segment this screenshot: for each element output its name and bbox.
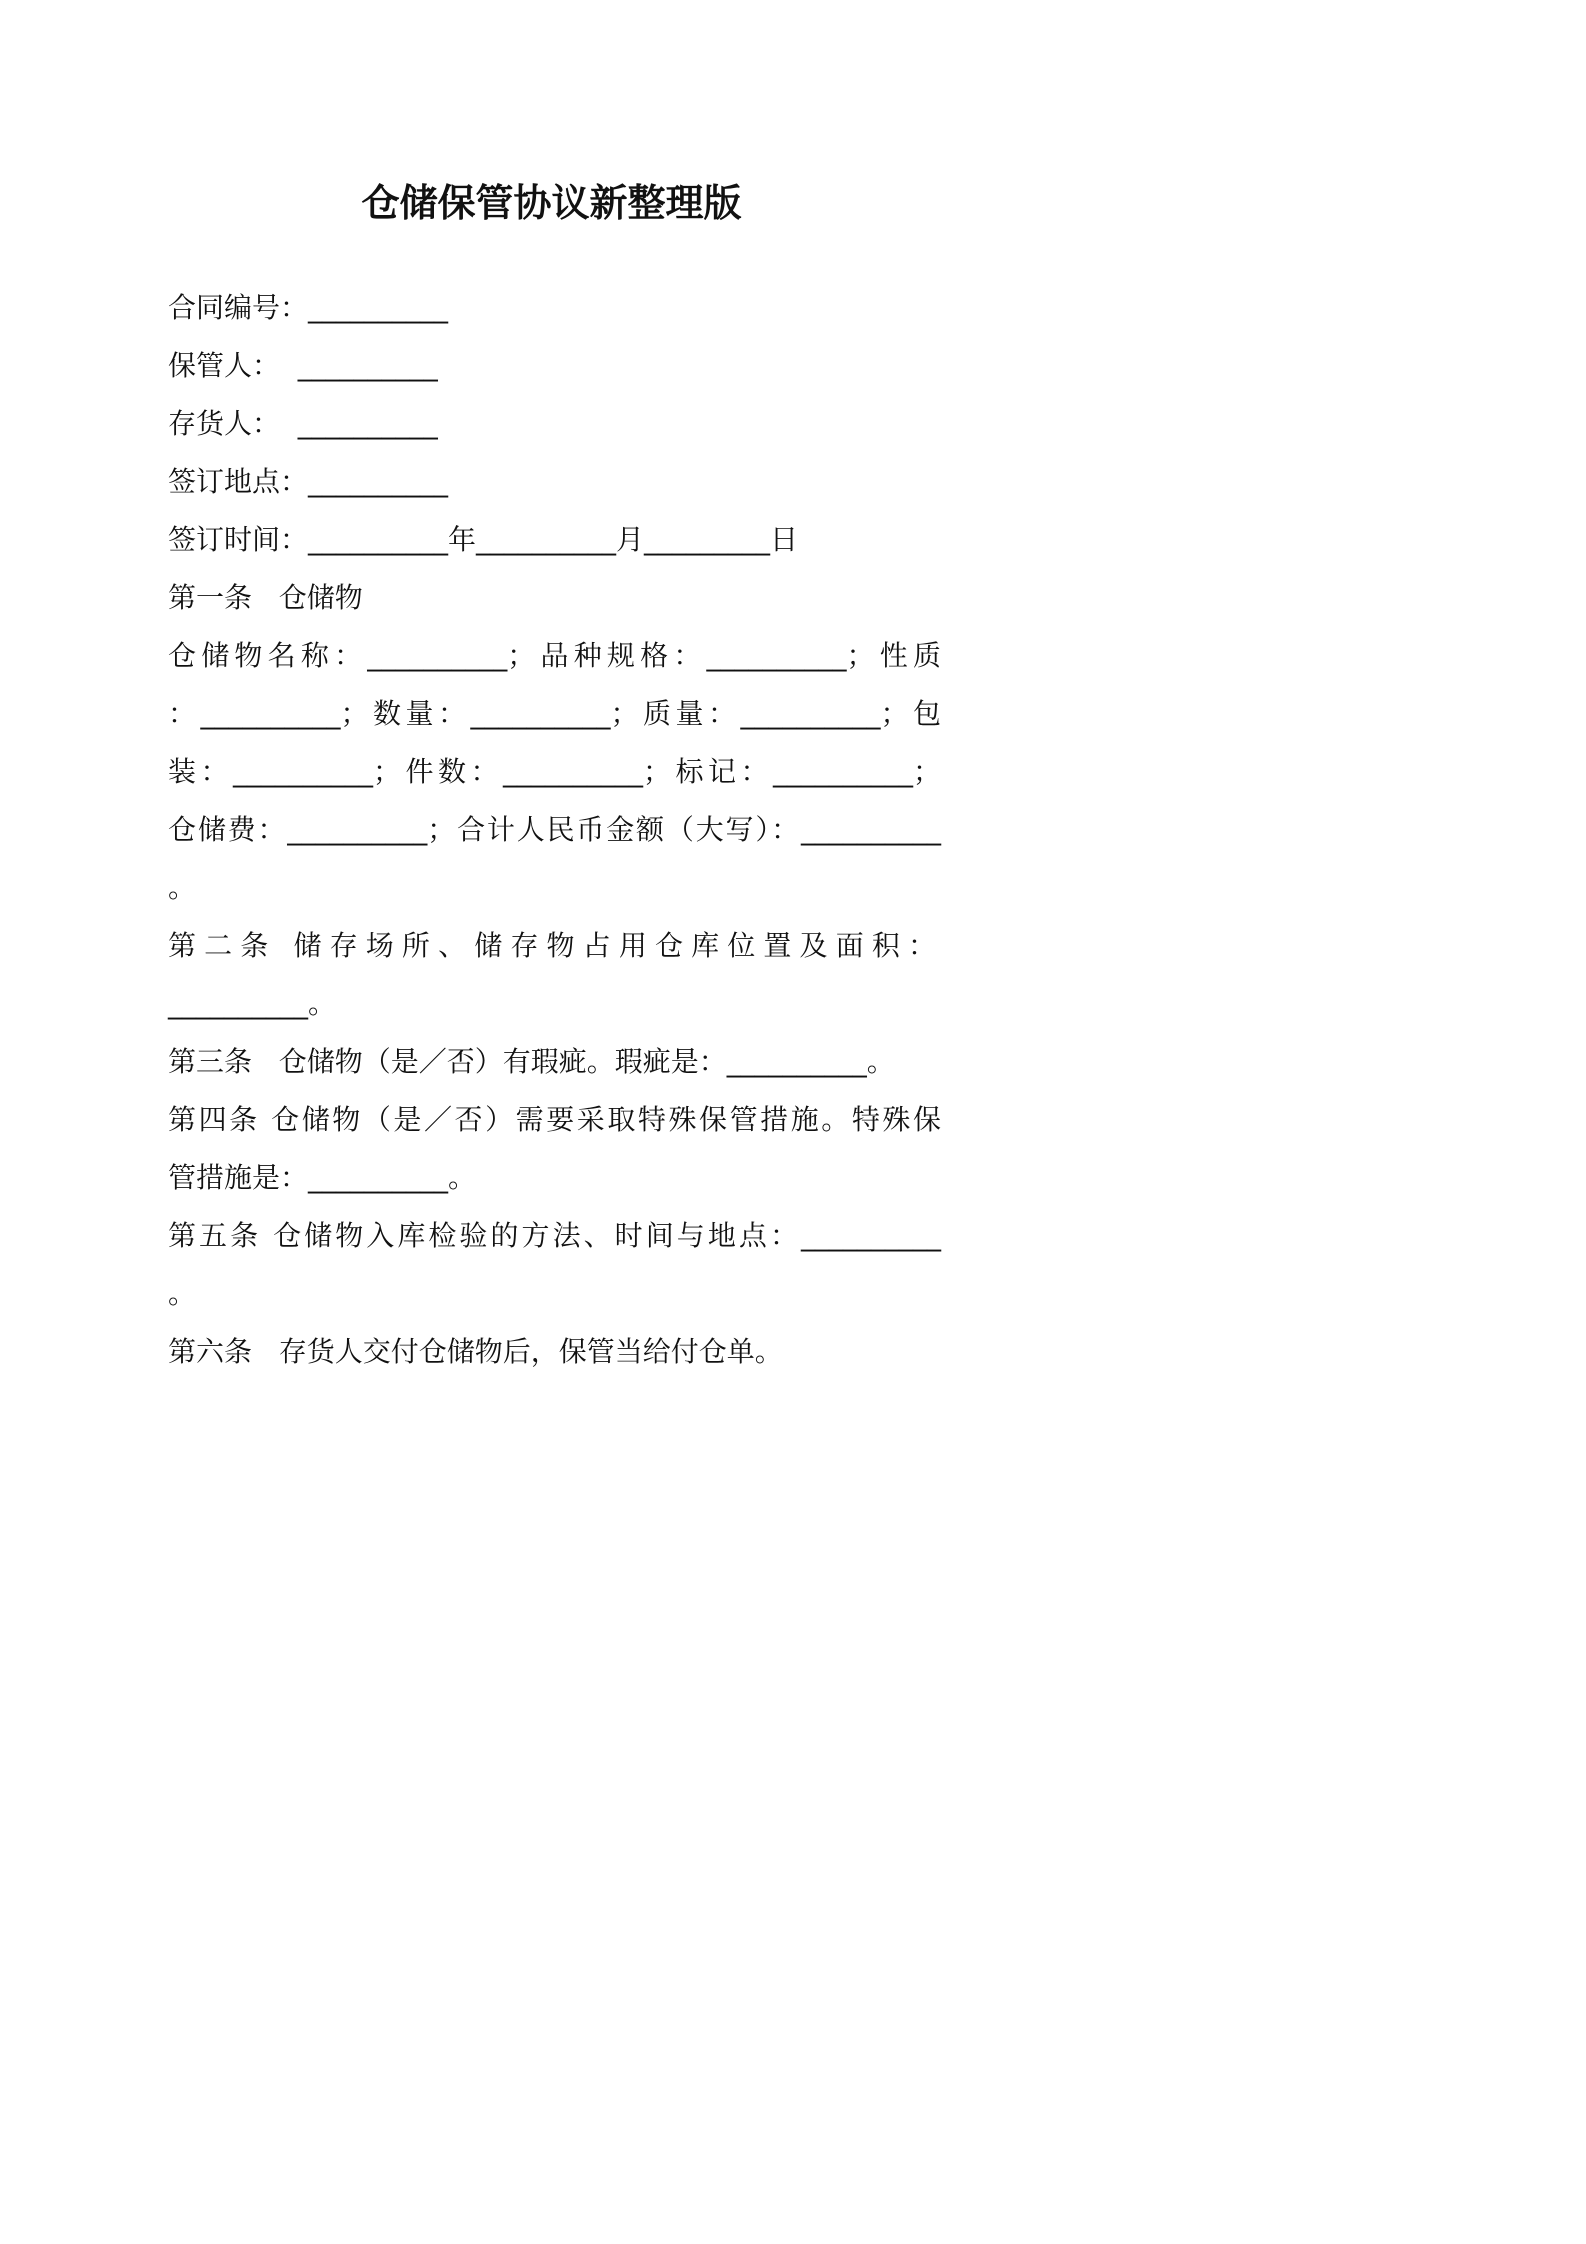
article-4-line: 管措施是：__________。 (168, 1161, 477, 1194)
article-1-line: 仓储物名称：__________；品种规格：__________；性质 (168, 639, 941, 672)
article-5-line: 第五条 仓储物入库检验的方法、时间与地点：__________ (168, 1219, 941, 1252)
article-2-line: 第二条 储存场所、储存物占用仓库位置及面积： (168, 929, 941, 962)
custodian-field: 保管人： __________ (168, 349, 438, 382)
article-4-line: 第四条 仓储物（是／否）需要采取特殊保管措施。特殊保 (168, 1103, 941, 1136)
article-6: 第六条 存货人交付仓储物后，保管当给付仓单。 (168, 1335, 783, 1368)
article-1-line: ：__________；数量：__________；质量：__________；包 (168, 697, 941, 730)
signing-place-field: 签订地点：__________ (168, 465, 449, 498)
document-title: 仓储保管协议新整理版 (361, 181, 742, 225)
article-1-line: 仓储费：__________；合计人民币金额（大写）：__________ (168, 813, 941, 846)
signing-time-field: 签订时间：__________年__________月_________日 (168, 523, 799, 556)
article-1-line: 装：__________；件数：__________；标记：__________； (168, 755, 941, 788)
article-1-line: 。 (168, 871, 197, 904)
article-1-heading: 第一条 仓储物 (168, 581, 363, 614)
document-page (0, 0, 1103, 1561)
contract-number-field: 合同编号：__________ (168, 291, 449, 324)
depositor-field: 存货人： __________ (168, 407, 438, 440)
article-3: 第三条 仓储物（是／否）有瑕疵。瑕疵是：__________。 (168, 1045, 895, 1078)
article-2-line: __________。 (168, 987, 337, 1020)
article-5-line: 。 (168, 1277, 197, 1310)
